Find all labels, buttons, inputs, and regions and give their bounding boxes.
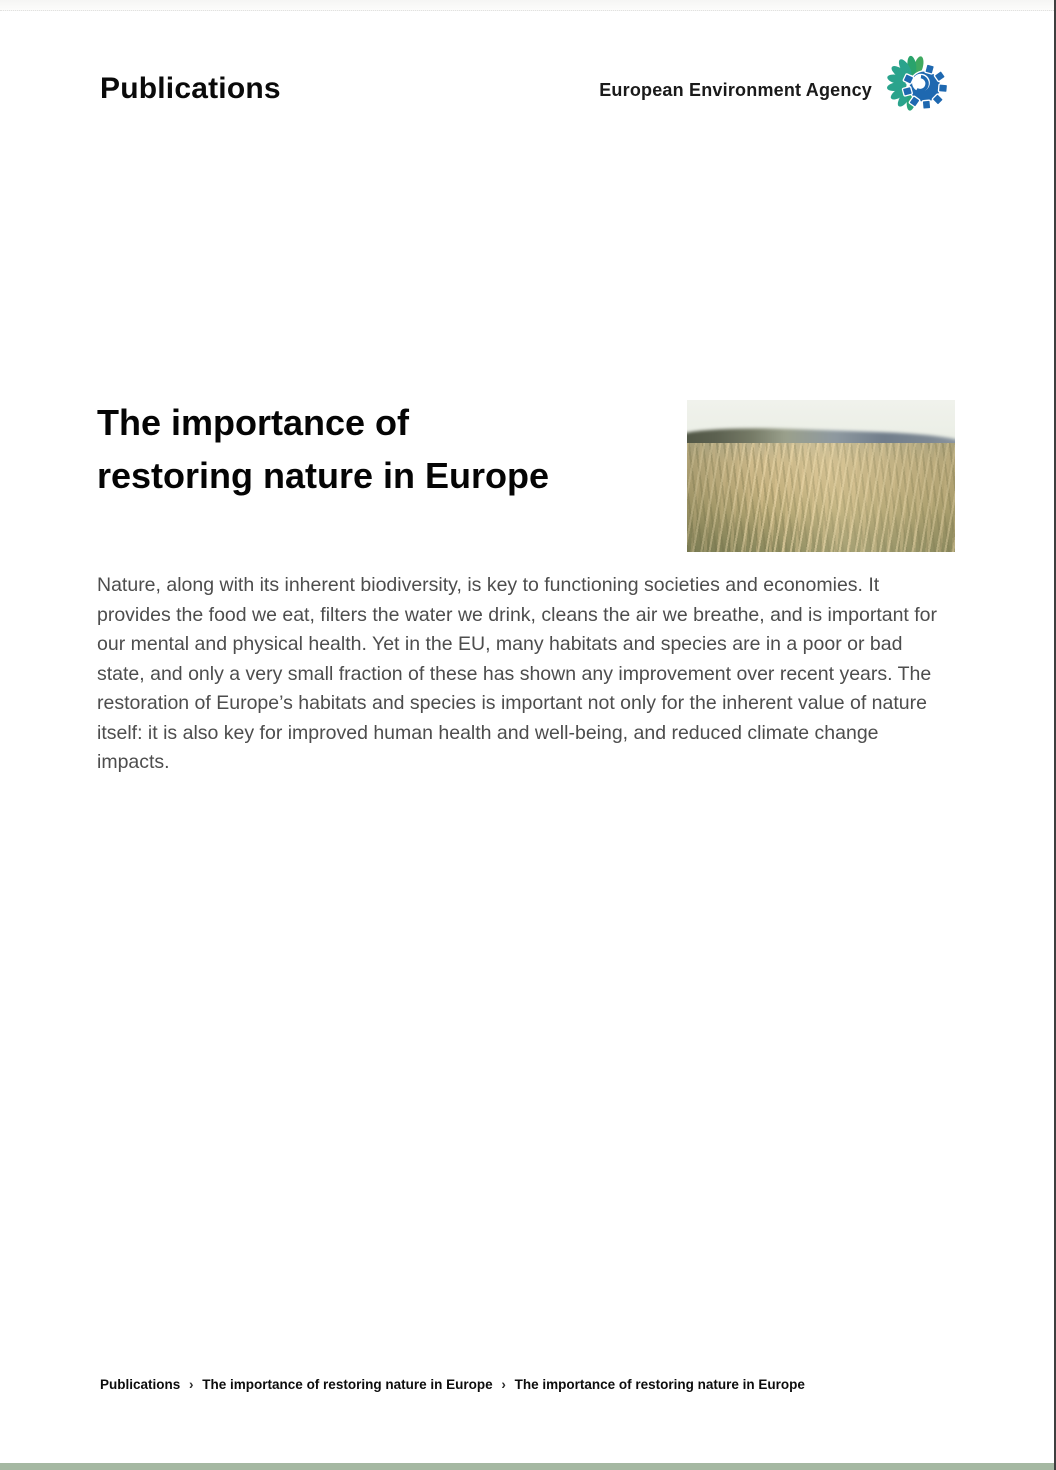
breadcrumb <box>100 1377 805 1392</box>
article-title <box>97 396 657 502</box>
footer-accent-bar <box>0 1463 1054 1470</box>
breadcrumb-separator-icon: › <box>501 1377 506 1392</box>
breadcrumb-separator-icon: › <box>189 1377 194 1392</box>
hero-grass-field-image <box>687 400 955 552</box>
breadcrumb-item-article-current[interactable]: The importance of restoring nature in Europe <box>514 1377 805 1392</box>
agency-branding <box>599 44 950 120</box>
agency-name-label: European Environment Agency <box>599 79 872 100</box>
breadcrumb-item-article[interactable]: The importance of restoring nature in Europe <box>202 1377 493 1392</box>
breadcrumb-item-publications[interactable]: Publications <box>100 1377 181 1392</box>
article-title-line-2: restoring nature in Europe <box>97 455 550 496</box>
article-title-line-1: The importance of <box>97 402 410 443</box>
article-intro-paragraph: Nature, along with its inherent biodiversity, is key to functioning societies and economies. It provides the food we eat, filters the water we drink, cleans the air we breathe, and is important for our mental and physical health. Yet in the EU, many habitats and species are in a poor or bad state, and only a very small fraction of these has shown any improvement over recent years. The restoration of Europe’s habitats and species is important not only for the inherent value of nature itself: it is also key for improved human health and well-being, and reduced climate change impacts. <box>97 574 938 773</box>
publications-section-heading: Publications <box>100 72 281 105</box>
eea-flower-gear-logo-icon <box>884 44 950 120</box>
page-top-strip <box>0 0 1054 11</box>
hero-image-grass <box>687 443 955 552</box>
